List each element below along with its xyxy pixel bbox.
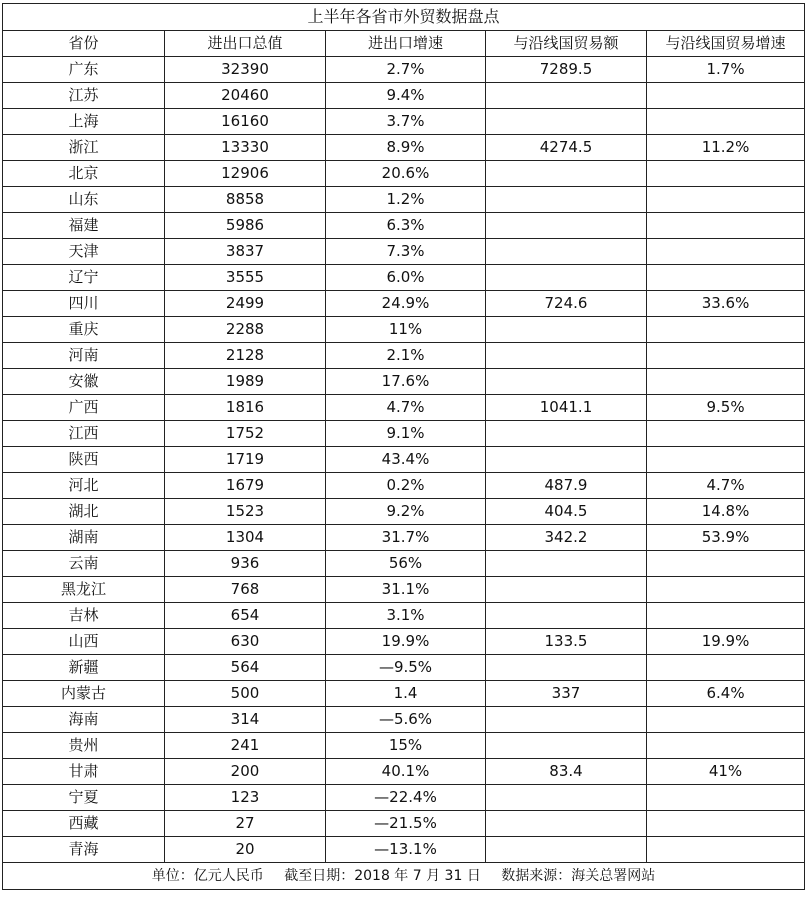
- cell-trade-growth: —22.4%: [326, 785, 486, 811]
- cell-belt-road-growth: [647, 317, 805, 343]
- cell-trade-growth: 6.3%: [326, 213, 486, 239]
- table-row: [3, 135, 805, 161]
- cell-trade-growth: 8.9%: [326, 135, 486, 161]
- cell-province: 江苏: [3, 83, 165, 109]
- cell-total-trade: 241: [165, 733, 326, 759]
- cell-province: 湖北: [3, 499, 165, 525]
- table-row: [3, 109, 805, 135]
- table-row: [3, 577, 805, 603]
- cell-belt-road-growth: 1.7%: [647, 57, 805, 83]
- cell-belt-road-growth: [647, 369, 805, 395]
- cell-trade-growth: 9.2%: [326, 499, 486, 525]
- cell-total-trade: 20460: [165, 83, 326, 109]
- cell-belt-road-trade: [486, 83, 647, 109]
- cell-belt-road-growth: [647, 655, 805, 681]
- cell-province: 山东: [3, 187, 165, 213]
- cell-belt-road-trade: 1041.1: [486, 395, 647, 421]
- cell-trade-growth: 43.4%: [326, 447, 486, 473]
- cell-belt-road-growth: [647, 161, 805, 187]
- header-trade-growth: 进出口增速: [326, 31, 486, 57]
- table-row: [3, 291, 805, 317]
- cell-total-trade: 2288: [165, 317, 326, 343]
- cell-trade-growth: —13.1%: [326, 837, 486, 863]
- cell-total-trade: 654: [165, 603, 326, 629]
- cell-province: 广东: [3, 57, 165, 83]
- cell-belt-road-growth: [647, 109, 805, 135]
- cell-total-trade: 8858: [165, 187, 326, 213]
- table-body: [3, 57, 805, 863]
- cell-trade-growth: —9.5%: [326, 655, 486, 681]
- cell-belt-road-growth: [647, 577, 805, 603]
- table-row: [3, 525, 805, 551]
- title-row: [3, 4, 805, 31]
- cell-belt-road-growth: [647, 707, 805, 733]
- footer-date: 截至日期：2018 年 7 月 31 日: [284, 868, 481, 884]
- cell-total-trade: 1816: [165, 395, 326, 421]
- cell-province: 上海: [3, 109, 165, 135]
- cell-trade-growth: 6.0%: [326, 265, 486, 291]
- table-row: [3, 785, 805, 811]
- header-belt-road-trade: 与沿线国贸易额: [486, 31, 647, 57]
- cell-province: 新疆: [3, 655, 165, 681]
- cell-trade-growth: 19.9%: [326, 629, 486, 655]
- cell-total-trade: 27: [165, 811, 326, 837]
- cell-province: 青海: [3, 837, 165, 863]
- cell-total-trade: 1304: [165, 525, 326, 551]
- cell-trade-growth: 4.7%: [326, 395, 486, 421]
- footer-unit: 单位：亿元人民币: [151, 868, 264, 884]
- cell-belt-road-trade: [486, 603, 647, 629]
- cell-province: 陕西: [3, 447, 165, 473]
- cell-total-trade: 32390: [165, 57, 326, 83]
- cell-belt-road-trade: [486, 265, 647, 291]
- table-row: [3, 733, 805, 759]
- cell-total-trade: 3837: [165, 239, 326, 265]
- cell-total-trade: 16160: [165, 109, 326, 135]
- cell-belt-road-growth: [647, 733, 805, 759]
- cell-trade-growth: 20.6%: [326, 161, 486, 187]
- cell-total-trade: 1719: [165, 447, 326, 473]
- table-row: [3, 57, 805, 83]
- cell-belt-road-trade: [486, 187, 647, 213]
- table-row: [3, 473, 805, 499]
- cell-belt-road-trade: [486, 811, 647, 837]
- trade-data-table: [2, 3, 805, 890]
- table-row: [3, 395, 805, 421]
- table-row: [3, 161, 805, 187]
- table-row: [3, 83, 805, 109]
- header-total-trade: 进出口总值: [165, 31, 326, 57]
- cell-belt-road-growth: 33.6%: [647, 291, 805, 317]
- cell-belt-road-trade: [486, 213, 647, 239]
- cell-total-trade: 13330: [165, 135, 326, 161]
- cell-belt-road-growth: [647, 265, 805, 291]
- table-row: [3, 759, 805, 785]
- cell-belt-road-growth: [647, 837, 805, 863]
- cell-trade-growth: 56%: [326, 551, 486, 577]
- table-row: [3, 837, 805, 863]
- cell-province: 贵州: [3, 733, 165, 759]
- cell-trade-growth: 24.9%: [326, 291, 486, 317]
- cell-trade-growth: 9.1%: [326, 421, 486, 447]
- cell-total-trade: 564: [165, 655, 326, 681]
- cell-trade-growth: 9.4%: [326, 83, 486, 109]
- table-row: [3, 499, 805, 525]
- cell-belt-road-growth: 19.9%: [647, 629, 805, 655]
- table-row: [3, 343, 805, 369]
- cell-belt-road-trade: [486, 369, 647, 395]
- cell-province: 天津: [3, 239, 165, 265]
- cell-trade-growth: 17.6%: [326, 369, 486, 395]
- cell-belt-road-trade: 337: [486, 681, 647, 707]
- cell-total-trade: 500: [165, 681, 326, 707]
- table-row: [3, 707, 805, 733]
- table-row: [3, 681, 805, 707]
- cell-belt-road-trade: 4274.5: [486, 135, 647, 161]
- cell-belt-road-growth: 9.5%: [647, 395, 805, 421]
- cell-belt-road-growth: [647, 239, 805, 265]
- cell-belt-road-growth: [647, 421, 805, 447]
- cell-total-trade: 314: [165, 707, 326, 733]
- cell-belt-road-growth: [647, 603, 805, 629]
- cell-trade-growth: 0.2%: [326, 473, 486, 499]
- cell-belt-road-trade: [486, 447, 647, 473]
- table-row: [3, 811, 805, 837]
- cell-trade-growth: —5.6%: [326, 707, 486, 733]
- cell-belt-road-trade: 487.9: [486, 473, 647, 499]
- cell-province: 河南: [3, 343, 165, 369]
- header-belt-road-growth: 与沿线国贸易增速: [647, 31, 805, 57]
- cell-trade-growth: 15%: [326, 733, 486, 759]
- table-row: [3, 239, 805, 265]
- cell-belt-road-trade: 404.5: [486, 499, 647, 525]
- cell-belt-road-growth: [647, 811, 805, 837]
- table-row: [3, 187, 805, 213]
- cell-trade-growth: 40.1%: [326, 759, 486, 785]
- cell-province: 河北: [3, 473, 165, 499]
- cell-belt-road-trade: [486, 785, 647, 811]
- cell-belt-road-growth: [647, 187, 805, 213]
- cell-belt-road-growth: [647, 447, 805, 473]
- cell-belt-road-growth: 41%: [647, 759, 805, 785]
- cell-belt-road-trade: [486, 837, 647, 863]
- cell-belt-road-trade: 133.5: [486, 629, 647, 655]
- table-row: [3, 603, 805, 629]
- cell-province: 湖南: [3, 525, 165, 551]
- cell-trade-growth: 2.1%: [326, 343, 486, 369]
- table-row: [3, 629, 805, 655]
- table-row: [3, 655, 805, 681]
- cell-province: 四川: [3, 291, 165, 317]
- cell-province: 云南: [3, 551, 165, 577]
- cell-belt-road-trade: [486, 239, 647, 265]
- table-row: [3, 447, 805, 473]
- cell-trade-growth: 1.4: [326, 681, 486, 707]
- cell-province: 内蒙古: [3, 681, 165, 707]
- cell-trade-growth: 3.7%: [326, 109, 486, 135]
- cell-province: 西藏: [3, 811, 165, 837]
- cell-belt-road-trade: [486, 343, 647, 369]
- cell-total-trade: 936: [165, 551, 326, 577]
- cell-province: 浙江: [3, 135, 165, 161]
- cell-trade-growth: 3.1%: [326, 603, 486, 629]
- cell-belt-road-growth: 53.9%: [647, 525, 805, 551]
- cell-total-trade: 1523: [165, 499, 326, 525]
- cell-province: 宁夏: [3, 785, 165, 811]
- cell-trade-growth: 2.7%: [326, 57, 486, 83]
- table-row: [3, 369, 805, 395]
- cell-total-trade: 3555: [165, 265, 326, 291]
- footer-source: 数据来源：海关总署网站: [501, 868, 656, 884]
- cell-province: 黑龙江: [3, 577, 165, 603]
- table-row: [3, 421, 805, 447]
- table-title: 上半年各省市外贸数据盘点: [3, 4, 805, 31]
- cell-trade-growth: 11%: [326, 317, 486, 343]
- cell-belt-road-trade: [486, 551, 647, 577]
- cell-province: 吉林: [3, 603, 165, 629]
- cell-belt-road-trade: 724.6: [486, 291, 647, 317]
- cell-total-trade: 2128: [165, 343, 326, 369]
- cell-trade-growth: 31.1%: [326, 577, 486, 603]
- cell-trade-growth: 31.7%: [326, 525, 486, 551]
- table-row: [3, 317, 805, 343]
- header-province: 省份: [3, 31, 165, 57]
- cell-belt-road-growth: 6.4%: [647, 681, 805, 707]
- cell-belt-road-trade: [486, 733, 647, 759]
- cell-total-trade: 200: [165, 759, 326, 785]
- cell-belt-road-growth: [647, 551, 805, 577]
- cell-belt-road-growth: [647, 83, 805, 109]
- cell-province: 广西: [3, 395, 165, 421]
- cell-belt-road-growth: [647, 785, 805, 811]
- cell-total-trade: 1989: [165, 369, 326, 395]
- cell-belt-road-trade: [486, 161, 647, 187]
- cell-total-trade: 1679: [165, 473, 326, 499]
- cell-total-trade: 630: [165, 629, 326, 655]
- cell-total-trade: 123: [165, 785, 326, 811]
- cell-province: 山西: [3, 629, 165, 655]
- cell-belt-road-growth: 4.7%: [647, 473, 805, 499]
- cell-province: 辽宁: [3, 265, 165, 291]
- cell-trade-growth: —21.5%: [326, 811, 486, 837]
- cell-total-trade: 768: [165, 577, 326, 603]
- cell-belt-road-trade: 342.2: [486, 525, 647, 551]
- cell-belt-road-trade: [486, 109, 647, 135]
- cell-trade-growth: 7.3%: [326, 239, 486, 265]
- cell-total-trade: 1752: [165, 421, 326, 447]
- cell-total-trade: 5986: [165, 213, 326, 239]
- cell-province: 甘肃: [3, 759, 165, 785]
- cell-belt-road-trade: 83.4: [486, 759, 647, 785]
- cell-province: 北京: [3, 161, 165, 187]
- cell-province: 海南: [3, 707, 165, 733]
- cell-trade-growth: 1.2%: [326, 187, 486, 213]
- cell-belt-road-trade: 7289.5: [486, 57, 647, 83]
- cell-province: 安徽: [3, 369, 165, 395]
- cell-belt-road-growth: 14.8%: [647, 499, 805, 525]
- cell-belt-road-trade: [486, 421, 647, 447]
- table-row: [3, 551, 805, 577]
- cell-belt-road-growth: 11.2%: [647, 135, 805, 161]
- cell-province: 江西: [3, 421, 165, 447]
- cell-total-trade: 2499: [165, 291, 326, 317]
- trade-data-sheet: [2, 3, 804, 896]
- footer-row: [3, 863, 805, 890]
- cell-province: 重庆: [3, 317, 165, 343]
- cell-belt-road-trade: [486, 707, 647, 733]
- footer-note: [3, 863, 805, 890]
- cell-province: 福建: [3, 213, 165, 239]
- cell-total-trade: 12906: [165, 161, 326, 187]
- cell-belt-road-trade: [486, 655, 647, 681]
- header-row: [3, 31, 805, 57]
- cell-total-trade: 20: [165, 837, 326, 863]
- cell-belt-road-trade: [486, 577, 647, 603]
- cell-belt-road-trade: [486, 317, 647, 343]
- cell-belt-road-growth: [647, 343, 805, 369]
- table-row: [3, 213, 805, 239]
- table-row: [3, 265, 805, 291]
- cell-belt-road-growth: [647, 213, 805, 239]
